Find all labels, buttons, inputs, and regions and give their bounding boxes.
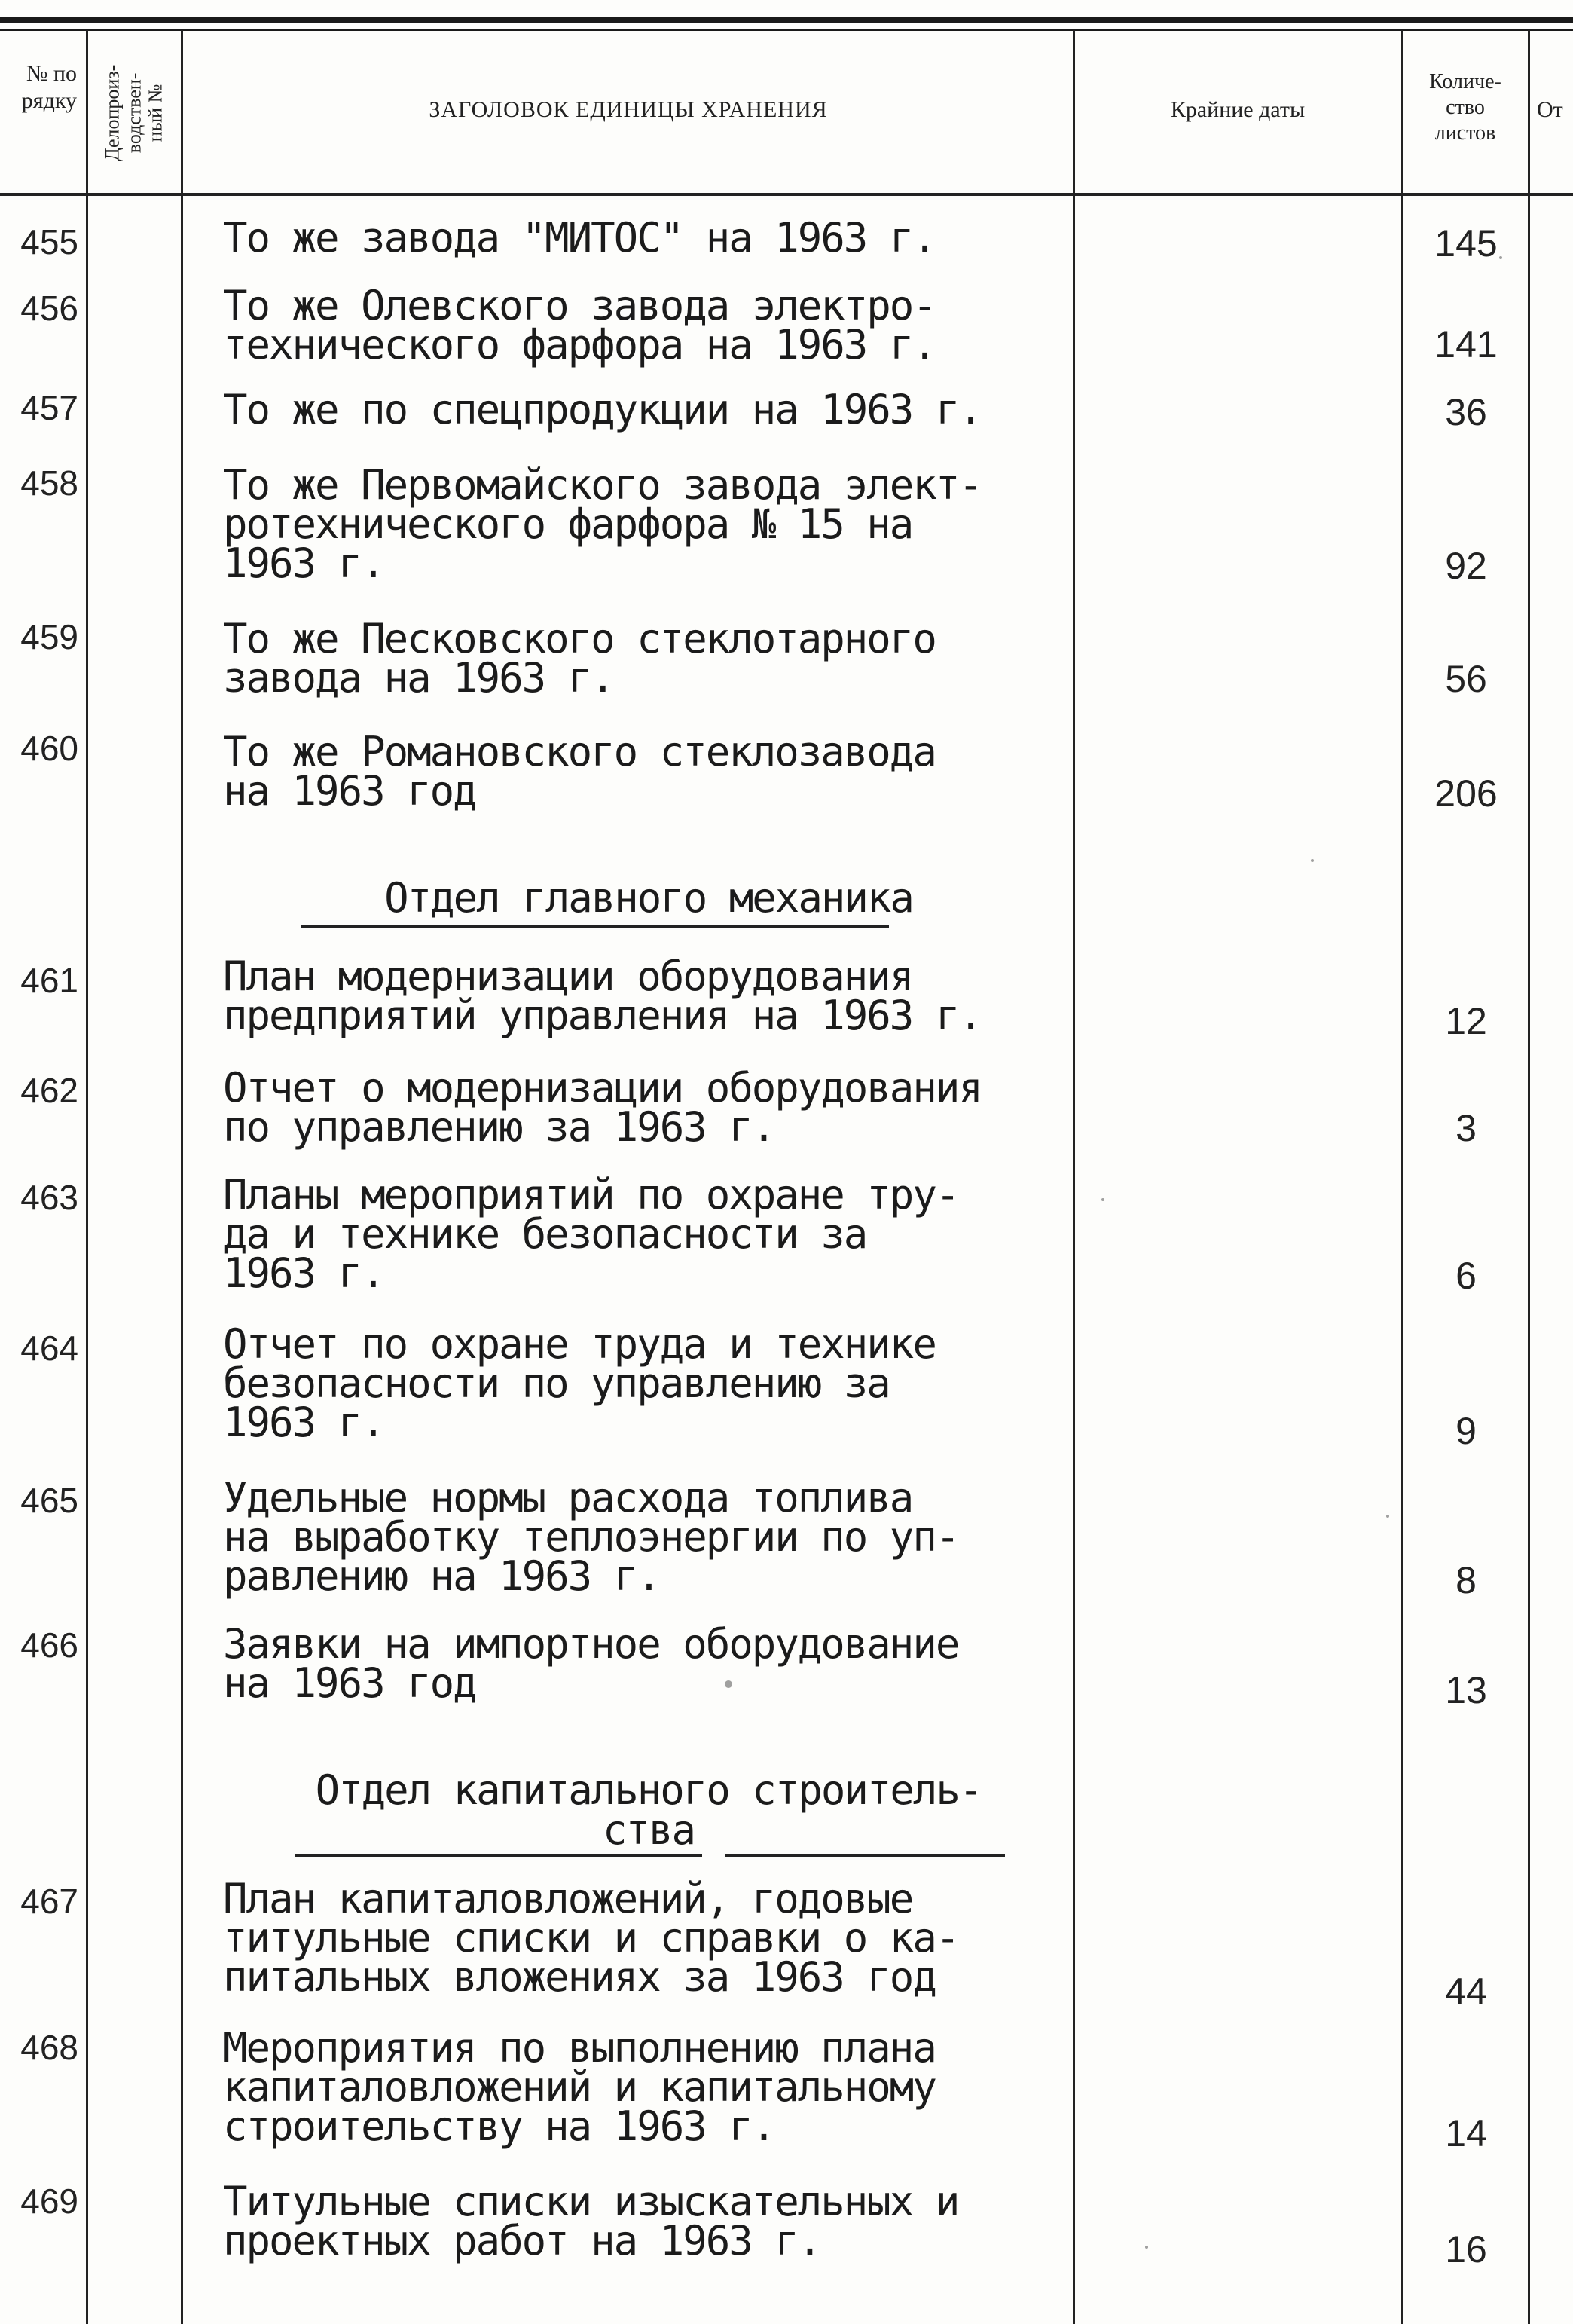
- row-number: 469: [20, 2182, 78, 2221]
- top-thin-rule: [0, 29, 1573, 31]
- row-number: 465: [20, 1481, 78, 1520]
- section-title-chief-mechanic: Отдел главного механика: [384, 874, 913, 922]
- row-title: План модернизации оборудования предприятий управления на 1963 г.: [223, 953, 982, 1039]
- scan-speckle: [1386, 1515, 1389, 1518]
- column-divider: [1528, 30, 1530, 2324]
- row-title: План капиталовложений, годовые титульные списки и справки о ка- питальных вложениях за 1963 год: [223, 1875, 959, 2001]
- row-sheet-count: 13: [1445, 1669, 1487, 1711]
- row-number: 458: [20, 463, 78, 503]
- row-sheet-count: 16: [1445, 2228, 1487, 2270]
- row-title: Заявки на импортное оборудование на 1963 год: [223, 1620, 959, 1707]
- row-title: Отчет о модернизации оборудования по управлению за 1963 г.: [223, 1064, 982, 1151]
- row-sheet-count: 14: [1445, 2112, 1487, 2154]
- header-extreme-dates: Крайние даты: [1170, 97, 1306, 122]
- row-number: 462: [20, 1071, 78, 1110]
- row-title: То же по спецпродукции на 1963 г.: [223, 386, 982, 433]
- header-bottom-rule: [0, 193, 1573, 196]
- header-case-number-label: Делопроиз- водствен- ный №: [101, 64, 166, 162]
- row-title: Удельные нормы расхода топлива на выработку теплоэнергии по уп- равлению на 1963 г.: [223, 1474, 959, 1600]
- row-number: 468: [20, 2028, 78, 2067]
- row-title: Планы мероприятий по охране тру- да и технике безопасности за 1963 г.: [223, 1171, 959, 1297]
- row-title: То же Олевского завода электро- технического фарфора на 1963 г.: [223, 282, 936, 368]
- row-number: 460: [20, 729, 78, 768]
- row-title: То же Романовского стеклозавода на 1963 год: [223, 728, 936, 815]
- section-underline: [725, 1854, 1005, 1857]
- row-sheet-count: 141: [1434, 323, 1498, 365]
- row-sheet-count: 206: [1434, 772, 1498, 815]
- row-sheet-count: 145: [1434, 222, 1498, 265]
- row-number: 459: [20, 617, 78, 656]
- row-title: То же Первомайского завода элект- ротехнического фарфора № 15 на 1963 г.: [223, 461, 982, 587]
- header-storage-unit-title: ЗАГОЛОВОК ЕДИНИЦЫ ХРАНЕНИЯ: [429, 97, 828, 122]
- top-double-rule: [0, 17, 1573, 23]
- row-number: 467: [20, 1882, 78, 1921]
- row-number: 463: [20, 1178, 78, 1217]
- row-sheet-count: 92: [1445, 545, 1487, 587]
- header-next-column: От: [1537, 97, 1563, 122]
- row-number: 455: [20, 222, 78, 261]
- section-underline: [301, 925, 889, 928]
- row-title: То же завода "МИТОС" на 1963 г.: [223, 214, 936, 261]
- row-title: Титульные списки изыскательных и проектных работ на 1963 г.: [223, 2178, 959, 2264]
- row-title: Отчет по охране труда и технике безопасности по управлению за 1963 г.: [223, 1320, 936, 1446]
- row-sheet-count: 6: [1455, 1255, 1477, 1297]
- row-sheet-count: 8: [1455, 1559, 1477, 1601]
- row-number: 466: [20, 1625, 78, 1665]
- ink-dot: [725, 1680, 732, 1688]
- scan-speckle: [1145, 2246, 1148, 2249]
- column-divider: [181, 30, 183, 2324]
- row-number: 456: [20, 289, 78, 328]
- row-title: То же Песковского стеклотарного завода на 1963 г.: [223, 615, 936, 702]
- scan-speckle: [1311, 859, 1314, 862]
- row-sheet-count: 12: [1445, 1000, 1487, 1042]
- row-number: 461: [20, 961, 78, 1000]
- column-divider: [1401, 30, 1403, 2324]
- header-sheet-count: Количе- ство листов: [1429, 70, 1501, 145]
- column-divider: [86, 30, 88, 2324]
- row-sheet-count: 36: [1445, 391, 1487, 433]
- row-title: Мероприятия по выполнению плана капиталовложений и капитальному строительству на 1963 г.: [223, 2024, 936, 2150]
- row-number: 464: [20, 1329, 78, 1368]
- row-sheet-count: 44: [1445, 1971, 1487, 2013]
- section-title-capital-construction: Отдел капитального строитель- ства: [315, 1766, 982, 1854]
- row-sheet-count: 3: [1455, 1107, 1477, 1149]
- row-number: 457: [20, 388, 78, 427]
- header-case-number: [89, 38, 179, 188]
- row-sheet-count: 56: [1445, 658, 1487, 700]
- section-underline: [295, 1854, 702, 1857]
- header-row-number: № по рядку: [21, 61, 77, 113]
- scan-speckle: [1101, 1198, 1104, 1201]
- row-sheet-count: 9: [1455, 1410, 1477, 1452]
- scan-speckle: [1499, 256, 1502, 259]
